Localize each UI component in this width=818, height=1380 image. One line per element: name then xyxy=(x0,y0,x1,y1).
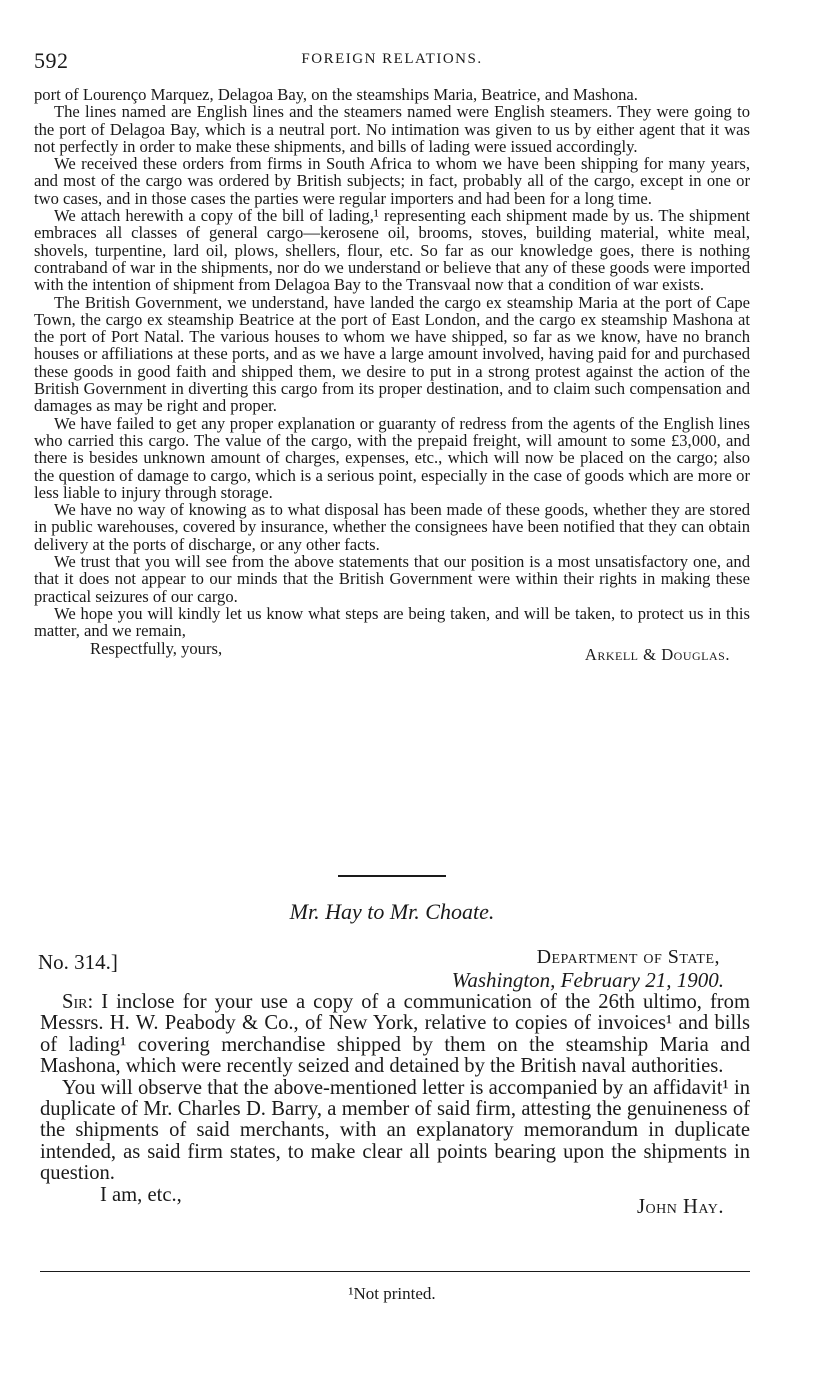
complimentary-close: I am, etc., xyxy=(100,1183,182,1206)
footnote-rule xyxy=(40,1271,750,1272)
section-divider xyxy=(338,875,446,877)
paragraph: We attach herewith a copy of the bill of lading,¹ representing each shipment made by us. The shipment embraces all classes of general cargo—kerosene oil, brooms, stoves, building material, white meal, shovels, turpentine, lard oil, plows, shellers, flour, etc. So far as our knowledge goes, there is nothing contraband of war in the shipments, nor do we understand or believe that any of these goods were imported with the intention of shipment from Delagoa Bay to the Transvaal now that a condition of war exists. xyxy=(34,206,750,295)
paragraph: You will observe that the above-mentioned letter is accompanied by an affidavit¹ in duplicate of Mr. Charles D. Barry, a member of said firm, attesting the genuineness of the shipments of said merchants, with an explanatory memorandum in duplicate intended, as said firm states, to make clear all points bearing upon the shipments in question. xyxy=(40,1076,750,1185)
paragraph: We received these orders from firms in South Africa to whom we have been shipping for many years, and most of the cargo was ordered by British subjects; in fact, probably all of the cargo, except in one or two cases, and in those cases the parties were regular importers and had been for a long time. xyxy=(34,154,750,208)
paragraph-text: I inclose for your use a copy of a communication of the 26th ultimo, from Messrs. H. W. Peabody & Co., of New York, relative to copies of invoices¹ and bills of lading¹ covering merchandise shipped by them on the steamship Maria and Mashona, which were recently seized and detained by the British naval authorities. xyxy=(40,991,750,1078)
running-title: FOREIGN RELATIONS. xyxy=(301,51,483,67)
complimentary-close: Respectfully, yours, xyxy=(90,638,223,658)
paragraph: port of Lourenço Marquez, Delagoa Bay, on the steamships Maria, Beatrice, and Mashona. xyxy=(34,85,638,104)
letter-closing xyxy=(34,640,750,662)
paragraph: We hope you will kindly let us know what steps are being taken, and will be taken, to protect us in this matter, and we remain, xyxy=(34,603,750,641)
paragraph xyxy=(40,992,750,1078)
paragraph: The lines named are English lines and the steamers named were English steamers. They were going to the port of Delagoa Bay, which is a neutral port. No intimation was given to us by either agent that it was not perfectly in order to make these shipments, and bills of lading were issued accordingly. xyxy=(34,102,750,156)
paragraph: We have failed to get any proper explanation or guaranty of redress from the agents of the English lines who carried this cargo. The value of the cargo, with the prepaid freight, will amount to some £3,000, and there is besides unknown amount of charges, expenses, etc., which will now be placed on the cargo; also the question of damage to cargo, which is a serious point, especially in the case of goods which are more or less liable to injury through storage. xyxy=(34,413,750,502)
running-head xyxy=(34,48,750,74)
dateline: Washington, February 21, 1900. xyxy=(451,968,724,992)
letter-arkell-douglas xyxy=(34,86,750,662)
dispatch-header xyxy=(34,946,750,994)
letter-closing xyxy=(40,1183,750,1218)
letter-hay-choate xyxy=(40,991,750,1218)
department-name: Department of State, xyxy=(536,946,720,968)
signature: Arkell & Douglas. xyxy=(584,644,730,664)
paragraph: The British Government, we understand, have landed the cargo ex steamship Maria at the port of Cape Town, the cargo ex steamship Beatrice at the port of East London, and the cargo ex steamship Mashona at the port of Port Natal. The various houses to whom we have shipped, so far as we know, have no branch houses or affiliations at these ports, and as we have a large amount involved, having paid for and purchased these goods in good faith and shipped them, we desire to put in a strong protest against the action of the British Government in diverting this cargo from its proper destination, and to claim such compensation and damages as may be right and proper. xyxy=(34,292,750,416)
salutation: Sir: xyxy=(62,991,94,1013)
signature: John Hay. xyxy=(637,1195,724,1218)
footnote: ¹Not printed. xyxy=(348,1284,436,1303)
section-heading: Mr. Hay to Mr. Choate. xyxy=(289,899,495,924)
page-number: 592 xyxy=(34,48,69,73)
dispatch-number: No. 314.] xyxy=(38,950,118,974)
paragraph: We trust that you will see from the above statements that our position is a most unsatisfactory one, and that it does not appear to our minds that the British Government were within their rights in making these practical seizures of our cargo. xyxy=(34,552,750,606)
paragraph: We have no way of knowing as to what disposal has been made of these goods, whether they are stored in public warehouses, covered by insurance, whether the consignees have been notified that they can obtain delivery at the ports of discharge, or any other facts. xyxy=(34,500,750,554)
